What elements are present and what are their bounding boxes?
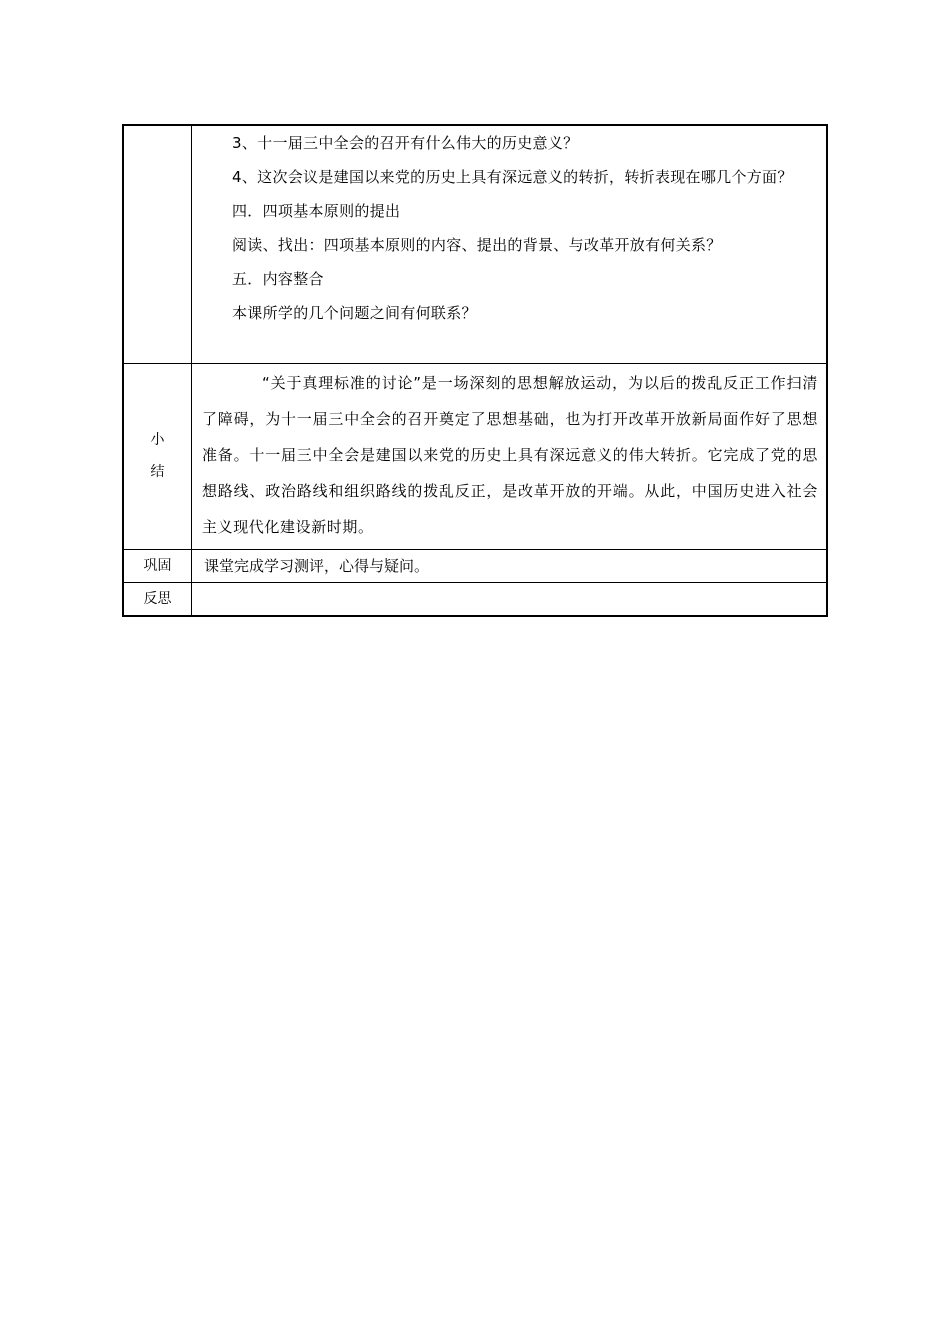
reflect-label: 反思 bbox=[123, 582, 192, 616]
section-5-task: 本课所学的几个问题之间有何联系？ bbox=[232, 304, 477, 322]
question-3: 3、十一届三中全会的召开有什么伟大的历史意义？ bbox=[232, 134, 579, 152]
summary-row bbox=[123, 363, 827, 549]
questions-label-cell bbox=[123, 125, 192, 363]
questions-content-cell bbox=[192, 125, 828, 363]
summary-label-char-1: 小 bbox=[150, 432, 165, 448]
summary-label-cell bbox=[123, 363, 192, 549]
reflect-row bbox=[123, 582, 827, 616]
reflect-content bbox=[192, 582, 828, 616]
consolidate-row bbox=[123, 549, 827, 582]
consolidate-label: 巩固 bbox=[123, 549, 192, 582]
summary-content-cell bbox=[192, 363, 828, 549]
section-4-title: 四．四项基本原则的提出 bbox=[232, 202, 401, 220]
section-4-task: 阅读、找出：四项基本原则的内容、提出的背景、与改革开放有何关系？ bbox=[232, 236, 722, 254]
summary-text: “关于真理标准的讨论”是一场深刻的思想解放运动，为以后的拨乱反正工作扫清了障碍，为十一届三中全会的召开奠定了思想基础，也为打开改革开放新局面作好了思想准备。十一届三中全会是建国以来党的历史上具有深远意义的伟大转折。它完成了党的思想路线、政治路线和组织路线的拨乱反正，是改革开放的开端。从此，中国历史进入社会主义现代化建设新时期。 bbox=[202, 373, 818, 536]
summary-label-char-2: 结 bbox=[150, 464, 165, 480]
question-4: 4、这次会议是建国以来党的历史上具有深远意义的转折，转折表现在哪几个方面？ bbox=[232, 168, 793, 186]
section-5-title: 五．内容整合 bbox=[232, 270, 324, 288]
consolidate-text: 课堂完成学习测评，心得与疑问。 bbox=[192, 549, 828, 582]
questions-row bbox=[123, 125, 827, 363]
lesson-plan-table bbox=[122, 124, 828, 617]
